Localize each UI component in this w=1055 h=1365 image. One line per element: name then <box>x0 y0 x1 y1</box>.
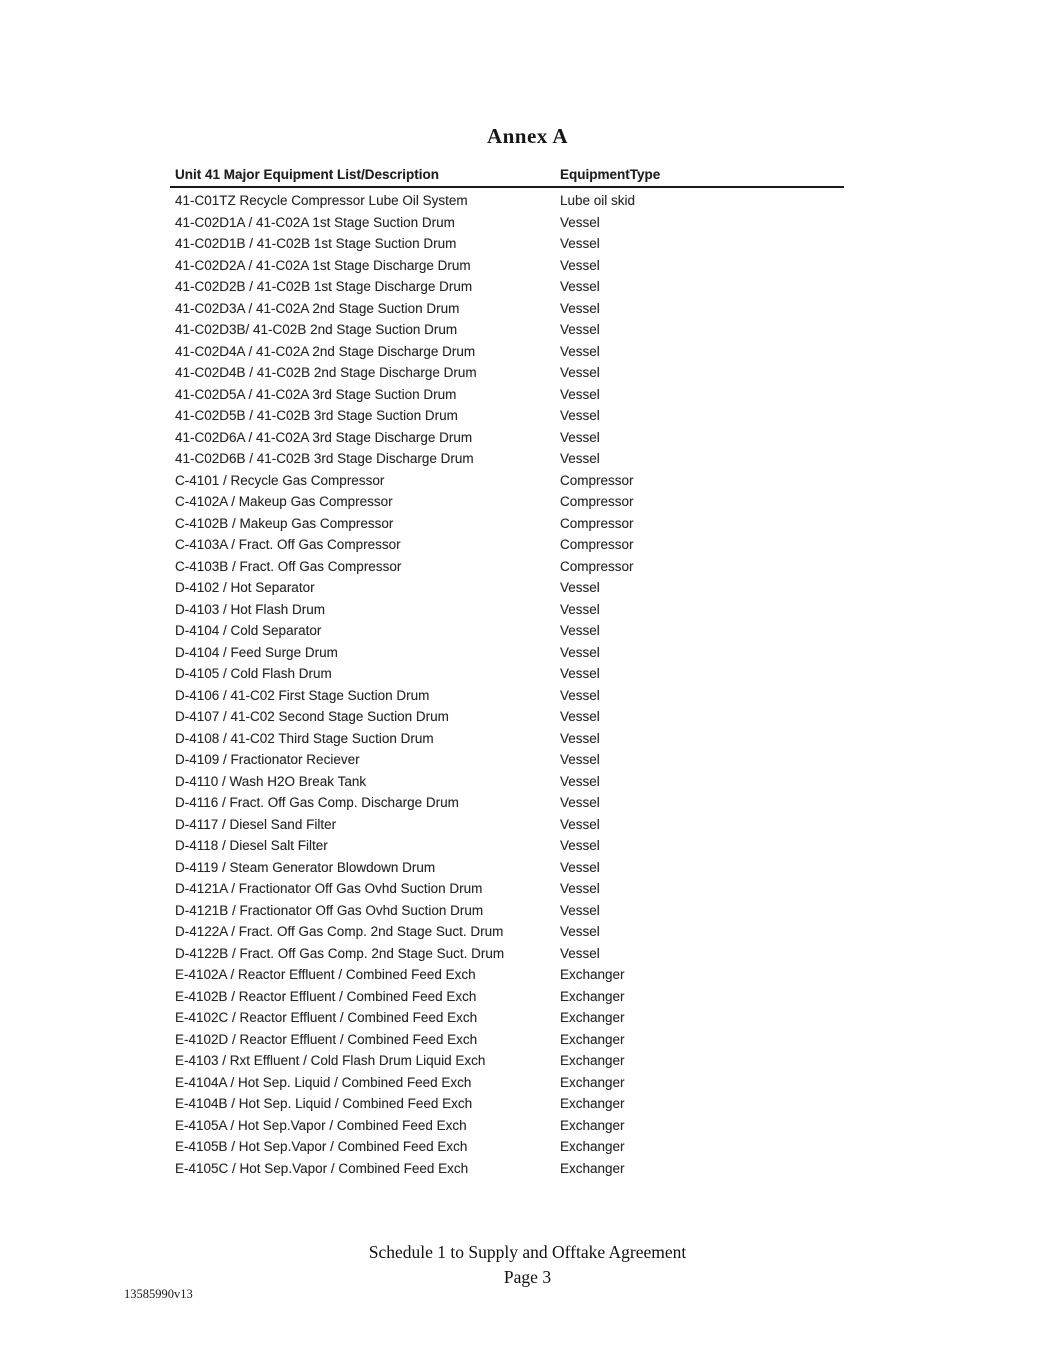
table-row <box>170 835 844 857</box>
equipment-description: 41-C02D2B / 41-C02B 1st Stage Discharge Drum <box>175 279 473 295</box>
equipment-type: Vessel <box>560 601 600 617</box>
table-row <box>170 534 844 556</box>
equipment-description: 41-C02D3A / 41-C02A 2nd Stage Suction Drum <box>175 300 460 316</box>
equipment-table-body <box>170 188 844 1179</box>
table-row <box>170 663 844 685</box>
equipment-description: 41-C01TZ Recycle Compressor Lube Oil System <box>175 193 468 209</box>
equipment-description: C-4102A / Makeup Gas Compressor <box>175 494 393 510</box>
table-row <box>170 706 844 728</box>
equipment-type: Vessel <box>560 838 600 854</box>
equipment-type: Vessel <box>560 300 600 316</box>
equipment-type: Vessel <box>560 236 600 252</box>
table-row <box>170 1093 844 1115</box>
table-row <box>170 212 844 234</box>
equipment-type: Vessel <box>560 945 600 961</box>
equipment-type: Vessel <box>560 429 600 445</box>
table-row <box>170 470 844 492</box>
equipment-type: Vessel <box>560 623 600 639</box>
equipment-type: Vessel <box>560 816 600 832</box>
equipment-description: E-4102C / Reactor Effluent / Combined Feed Exch <box>175 1010 478 1026</box>
equipment-type: Vessel <box>560 902 600 918</box>
table-row <box>170 964 844 986</box>
equipment-description: 41-C02D6A / 41-C02A 3rd Stage Discharge Drum <box>175 429 473 445</box>
equipment-type: Vessel <box>560 859 600 875</box>
equipment-description: D-4105 / Cold Flash Drum <box>175 666 332 682</box>
equipment-description: C-4101 / Recycle Gas Compressor <box>175 472 385 488</box>
equipment-description: D-4106 / 41-C02 First Stage Suction Drum <box>175 687 430 703</box>
equipment-type: Exchanger <box>560 1031 625 1047</box>
document-number: 13585990v13 <box>124 1287 193 1301</box>
equipment-type: Vessel <box>560 214 600 230</box>
table-row <box>170 513 844 535</box>
equipment-type: Compressor <box>560 558 634 574</box>
table-row <box>170 577 844 599</box>
equipment-description: D-4108 / 41-C02 Third Stage Suction Drum <box>175 730 434 746</box>
equipment-type: Compressor <box>560 537 634 553</box>
column-header-type: EquipmentType <box>560 167 661 182</box>
table-row <box>170 298 844 320</box>
equipment-type: Exchanger <box>560 1139 625 1155</box>
table-row <box>170 728 844 750</box>
equipment-type: Exchanger <box>560 988 625 1004</box>
equipment-description: E-4105C / Hot Sep.Vapor / Combined Feed Exch <box>175 1160 469 1176</box>
equipment-description: 41-C02D1A / 41-C02A 1st Stage Suction Drum <box>175 214 455 230</box>
equipment-type: Exchanger <box>560 1053 625 1069</box>
equipment-type: Vessel <box>560 343 600 359</box>
equipment-type: Exchanger <box>560 1096 625 1112</box>
table-row <box>170 814 844 836</box>
equipment-description: D-4104 / Feed Surge Drum <box>175 644 338 660</box>
page-title: Annex A <box>486 124 569 148</box>
equipment-type: Vessel <box>560 773 600 789</box>
equipment-type: Vessel <box>560 580 600 596</box>
table-row <box>170 943 844 965</box>
equipment-type: Compressor <box>560 515 634 531</box>
table-row <box>170 749 844 771</box>
equipment-description: D-4110 / Wash H2O Break Tank <box>175 773 367 789</box>
equipment-type: Vessel <box>560 451 600 467</box>
equipment-description: D-4121A / Fractionator Off Gas Ovhd Suction Drum <box>175 881 483 897</box>
equipment-type: Vessel <box>560 365 600 381</box>
equipment-description: 41-C02D2A / 41-C02A 1st Stage Discharge Drum <box>175 257 471 273</box>
equipment-type: Vessel <box>560 644 600 660</box>
table-row <box>170 362 844 384</box>
table-row <box>170 319 844 341</box>
equipment-type: Vessel <box>560 752 600 768</box>
equipment-type: Compressor <box>560 472 634 488</box>
table-row <box>170 1115 844 1137</box>
table-row <box>170 233 844 255</box>
table-row <box>170 255 844 277</box>
equipment-type: Vessel <box>560 322 600 338</box>
equipment-type: Vessel <box>560 924 600 940</box>
table-row <box>170 792 844 814</box>
page-footer <box>0 1240 1055 1290</box>
equipment-type: Compressor <box>560 494 634 510</box>
equipment-type: Vessel <box>560 881 600 897</box>
equipment-type: Lube oil skid <box>560 193 636 209</box>
equipment-description: 41-C02D4A / 41-C02A 2nd Stage Discharge Drum <box>175 343 476 359</box>
equipment-type: Vessel <box>560 386 600 402</box>
equipment-description: D-4102 / Hot Separator <box>175 580 315 596</box>
equipment-type: Exchanger <box>560 1074 625 1090</box>
equipment-type: Vessel <box>560 279 600 295</box>
equipment-description: 41-C02D4B / 41-C02B 2nd Stage Discharge Drum <box>175 365 477 381</box>
equipment-description: D-4122B / Fract. Off Gas Comp. 2nd Stage Suct. Drum <box>175 945 505 961</box>
table-row <box>170 448 844 470</box>
equipment-description: D-4119 / Steam Generator Blowdown Drum <box>175 859 436 875</box>
table-row <box>170 1072 844 1094</box>
equipment-table-header <box>170 167 844 188</box>
equipment-type: Exchanger <box>560 1160 625 1176</box>
equipment-type: Vessel <box>560 666 600 682</box>
table-row <box>170 384 844 406</box>
equipment-description: E-4102A / Reactor Effluent / Combined Feed Exch <box>175 967 476 983</box>
table-row <box>170 556 844 578</box>
table-row <box>170 599 844 621</box>
equipment-type: Vessel <box>560 408 600 424</box>
equipment-description: D-4116 / Fract. Off Gas Comp. Discharge Drum <box>175 795 459 811</box>
equipment-description: D-4104 / Cold Separator <box>175 623 322 639</box>
equipment-description: D-4109 / Fractionator Reciever <box>175 752 360 768</box>
equipment-description: 41-C02D1B / 41-C02B 1st Stage Suction Drum <box>175 236 457 252</box>
table-row <box>170 405 844 427</box>
equipment-type: Vessel <box>560 730 600 746</box>
equipment-description: D-4122A / Fract. Off Gas Comp. 2nd Stage Suct. Drum <box>175 924 504 940</box>
equipment-table <box>170 167 844 1179</box>
table-row <box>170 878 844 900</box>
table-row <box>170 620 844 642</box>
equipment-description: 41-C02D6B / 41-C02B 3rd Stage Discharge Drum <box>175 451 474 467</box>
table-row <box>170 642 844 664</box>
table-row <box>170 1136 844 1158</box>
equipment-description: D-4118 / Diesel Salt Filter <box>175 838 328 854</box>
equipment-type: Vessel <box>560 257 600 273</box>
equipment-description: D-4117 / Diesel Sand Filter <box>175 816 337 832</box>
column-header-description: Unit 41 Major Equipment List/Description <box>175 167 440 182</box>
equipment-description: E-4105A / Hot Sep.Vapor / Combined Feed Exch <box>175 1117 467 1133</box>
equipment-description: C-4102B / Makeup Gas Compressor <box>175 515 394 531</box>
equipment-type: Vessel <box>560 687 600 703</box>
equipment-description: D-4107 / 41-C02 Second Stage Suction Drum <box>175 709 449 725</box>
table-row <box>170 1050 844 1072</box>
equipment-description: 41-C02D5A / 41-C02A 3rd Stage Suction Drum <box>175 386 457 402</box>
equipment-type: Exchanger <box>560 967 625 983</box>
table-row <box>170 427 844 449</box>
equipment-description: C-4103B / Fract. Off Gas Compressor <box>175 558 402 574</box>
table-row <box>170 1158 844 1180</box>
equipment-type: Vessel <box>560 795 600 811</box>
table-row <box>170 190 844 212</box>
equipment-description: E-4103 / Rxt Effluent / Cold Flash Drum Liquid Exch <box>175 1053 486 1069</box>
table-row <box>170 685 844 707</box>
equipment-description: D-4103 / Hot Flash Drum <box>175 601 326 617</box>
table-row <box>170 341 844 363</box>
table-row <box>170 276 844 298</box>
equipment-description: C-4103A / Fract. Off Gas Compressor <box>175 537 401 553</box>
equipment-type: Vessel <box>560 709 600 725</box>
table-row <box>170 1007 844 1029</box>
equipment-description: E-4102D / Reactor Effluent / Combined Feed Exch <box>175 1031 478 1047</box>
equipment-type: Exchanger <box>560 1010 625 1026</box>
equipment-description: 41-C02D5B / 41-C02B 3rd Stage Suction Drum <box>175 408 458 424</box>
equipment-description: E-4104B / Hot Sep. Liquid / Combined Feed Exch <box>175 1096 473 1112</box>
table-row <box>170 900 844 922</box>
equipment-type: Exchanger <box>560 1117 625 1133</box>
equipment-description: E-4105B / Hot Sep.Vapor / Combined Feed Exch <box>175 1139 468 1155</box>
footer-schedule-line: Schedule 1 to Supply and Offtake Agreement <box>368 1242 687 1262</box>
equipment-description: E-4104A / Hot Sep. Liquid / Combined Feed Exch <box>175 1074 472 1090</box>
equipment-description: D-4121B / Fractionator Off Gas Ovhd Suction Drum <box>175 902 484 918</box>
table-row <box>170 986 844 1008</box>
table-row <box>170 491 844 513</box>
table-row <box>170 921 844 943</box>
equipment-description: 41-C02D3B/ 41-C02B 2nd Stage Suction Drum <box>175 322 458 338</box>
footer-page-number: Page 3 <box>503 1267 552 1287</box>
table-row <box>170 1029 844 1051</box>
equipment-description: E-4102B / Reactor Effluent / Combined Feed Exch <box>175 988 477 1004</box>
table-row <box>170 857 844 879</box>
table-row <box>170 771 844 793</box>
